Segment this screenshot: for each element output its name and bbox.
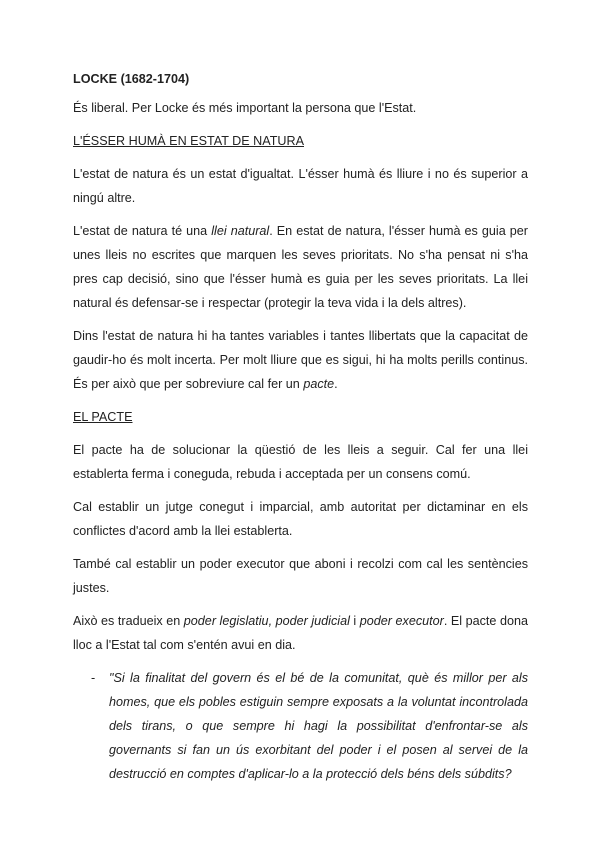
text-run: . bbox=[334, 377, 338, 391]
text-run: , bbox=[268, 614, 276, 628]
paragraph-pacte-4 bbox=[73, 609, 528, 657]
emphasis-llei-natural: llei natural bbox=[211, 224, 270, 238]
paragraph-natura-2 bbox=[73, 219, 528, 315]
emphasis-poder-legislatiu: poder legislatiu bbox=[183, 614, 269, 628]
text-run: L'estat de natura té una bbox=[73, 224, 212, 238]
text-run: Això es tradueix en bbox=[73, 614, 184, 628]
text-run: . En estat de natura, l'ésser humà es guia per unes lleis no escrites que marquen les seves prioritats. No s'ha pensat ni s'ha pres cap decisió, sino que l'ésser humà es guia per les seves prioritats. La llei natural és defensar-se i respectar (protegir la teva vida i la dels altres). bbox=[73, 224, 528, 310]
paragraph-pacte-2: Cal establir un jutge conegut i imparcial, amb autoritat per dictaminar en els conflictes d'acord amb la llei establerta. bbox=[73, 500, 528, 538]
text-run: . El pacte dona lloc a l'Estat tal com s'entén avui en dia. bbox=[73, 614, 528, 652]
section-heading-pacte: EL PACTE bbox=[73, 410, 133, 424]
section-heading-natura: L'ÉSSER HUMÀ EN ESTAT DE NATURA bbox=[73, 134, 304, 148]
text-run: i bbox=[349, 614, 360, 628]
paragraph-natura-3 bbox=[73, 324, 528, 396]
quote-list-item bbox=[73, 666, 528, 786]
paragraph-natura-1: L'estat de natura és un estat d'igualtat. L'ésser humà és lliure i no és superior a ningú altre. bbox=[73, 167, 528, 205]
emphasis-poder-judicial: poder judicial bbox=[275, 614, 350, 628]
intro-paragraph: És liberal. Per Locke és més important la persona que l'Estat. bbox=[73, 101, 417, 115]
emphasis-pacte: pacte bbox=[303, 377, 335, 391]
paragraph-pacte-3: També cal establir un poder executor que aboni i recolzi com cal les sentències justes. bbox=[73, 557, 528, 595]
locke-quote: "Si la finalitat del govern és el bé de la comunitat, què és millor per als homes, que els pobles estiguin sempre exposats a la voluntat incontrolada dels tirans, o que sempre hi hagi la possibilitat d'enfrontar-se als governants si fan un ús exorbitant del poder i el posen al servei de la destrucció en comptes d'aplicar-lo a la protecció dels béns dels súbdits? bbox=[109, 671, 528, 781]
bullet-dash: - bbox=[91, 671, 96, 685]
paragraph-pacte-1: El pacte ha de solucionar la qüestió de les lleis a seguir. Cal fer una llei establerta ferma i coneguda, rebuda i acceptada per un consens comú. bbox=[73, 443, 528, 481]
emphasis-poder-executor: poder executor bbox=[359, 614, 444, 628]
text-run: Dins l'estat de natura hi ha tantes variables i tantes llibertats que la capacitat de gaudir-ho és molt incerta. Per molt lliure que es sigui, hi ha molts perills continus. És per això que per sobreviure cal fer un bbox=[73, 329, 528, 391]
document-content bbox=[73, 62, 528, 786]
document-title: LOCKE (1682-1704) bbox=[73, 72, 190, 86]
